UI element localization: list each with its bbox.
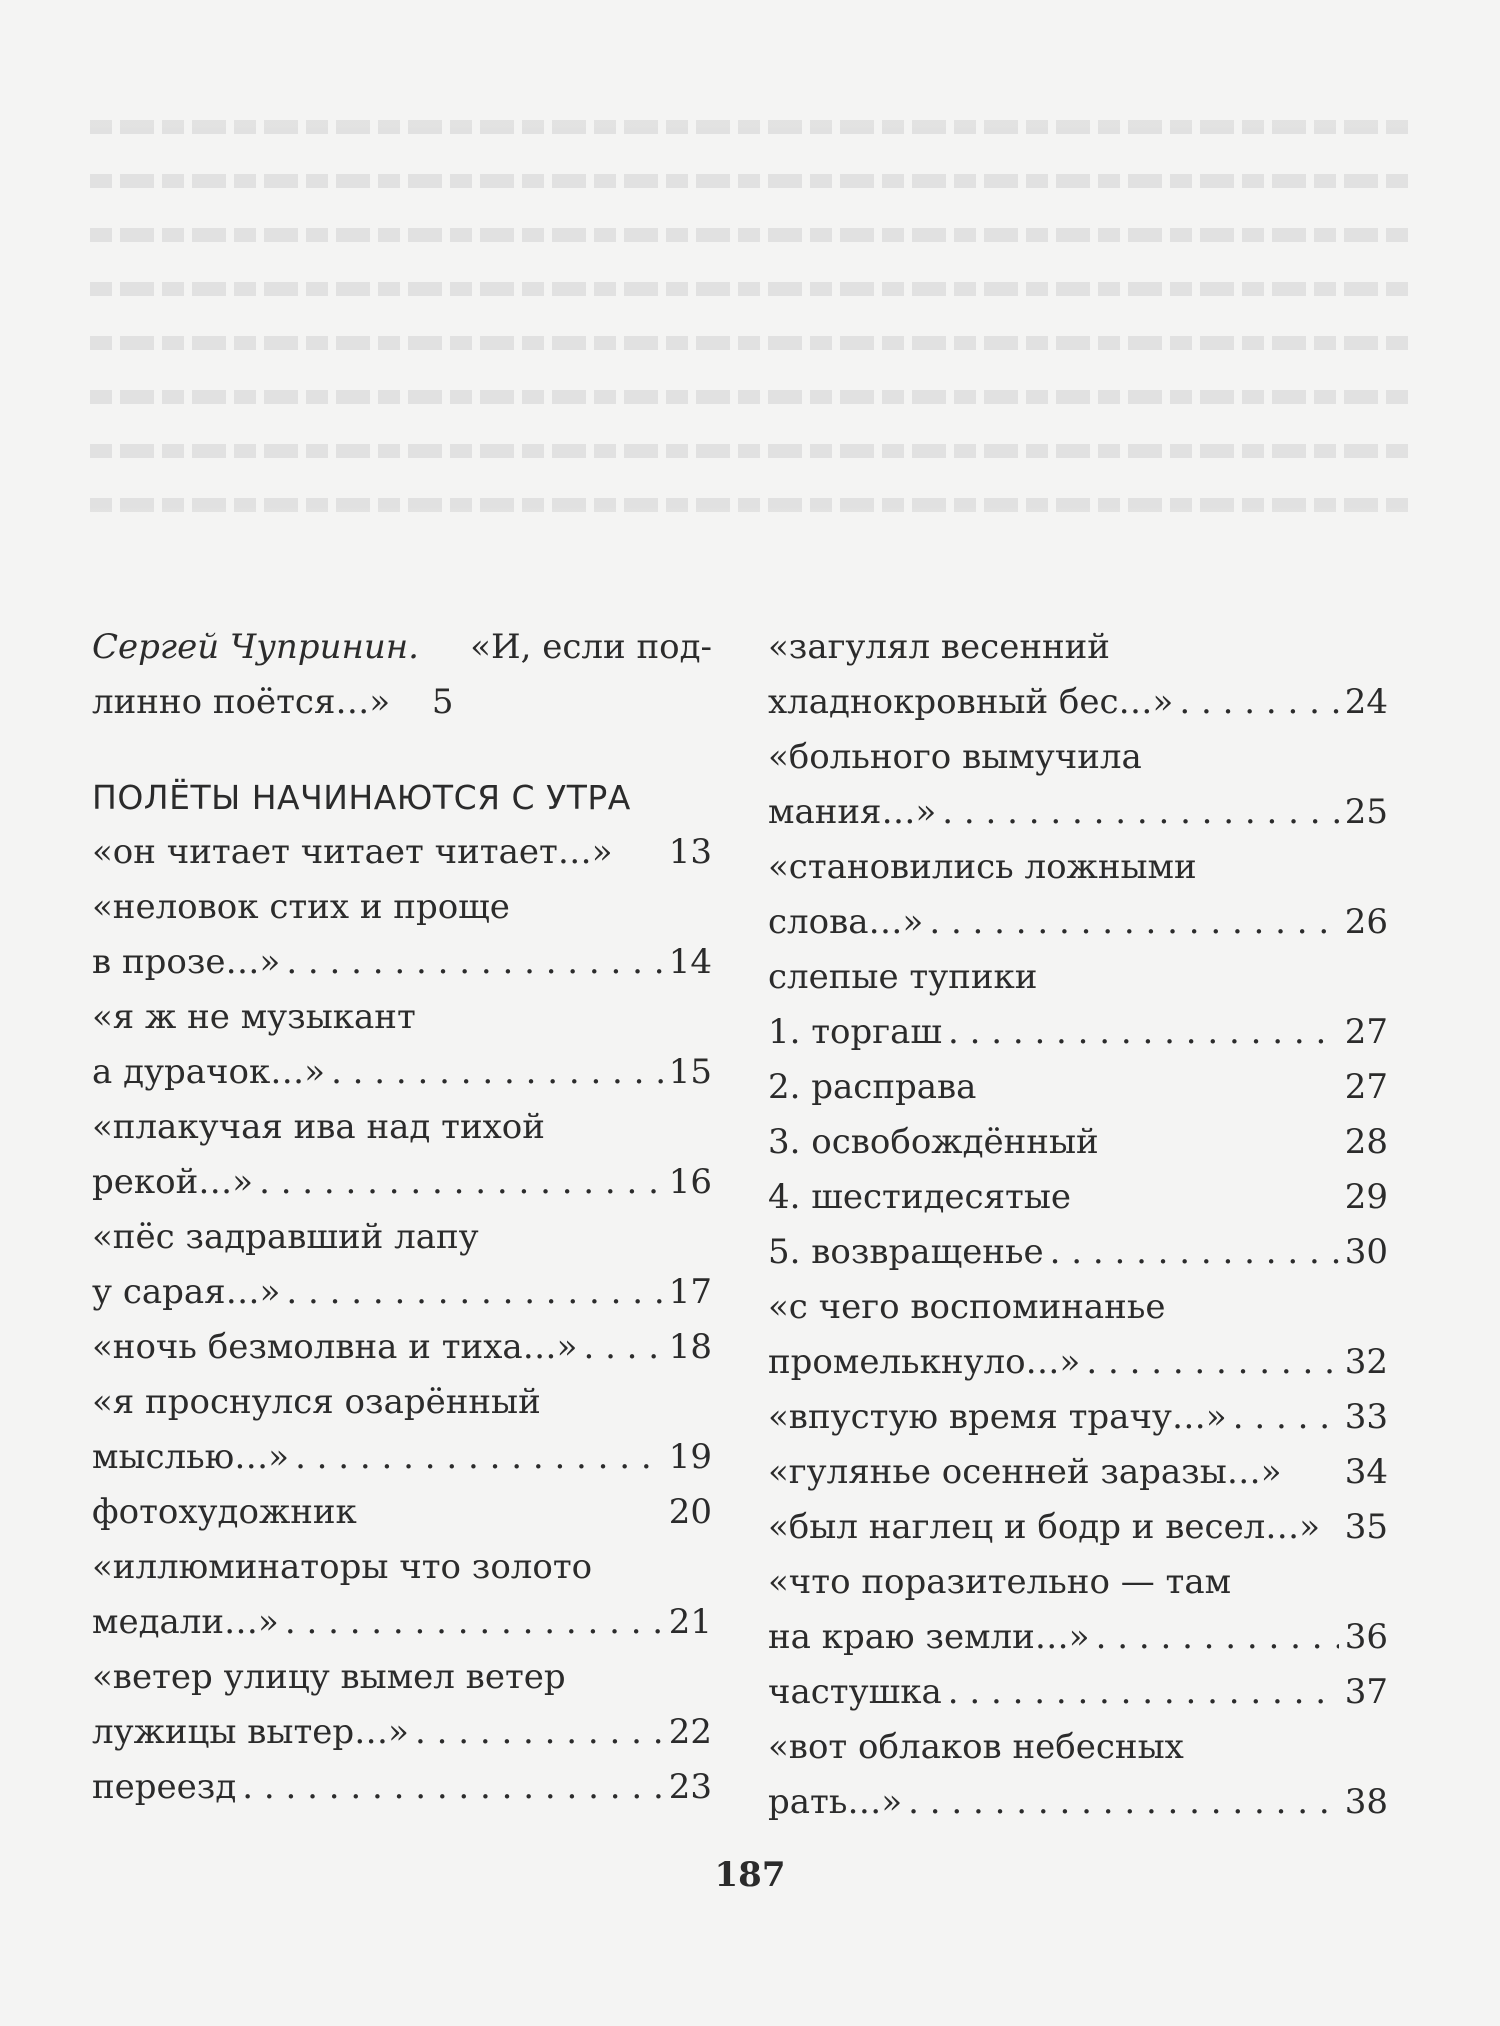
toc-entry — [92, 1375, 712, 1430]
toc-entry-title: 3. освобождённый — [768, 1122, 1099, 1162]
toc-entry — [92, 1265, 712, 1320]
dot-leader — [1050, 1225, 1339, 1280]
toc-entry — [768, 950, 1388, 1005]
toc-entry-page: 25 — [1344, 792, 1388, 832]
toc-entry-page: 22 — [668, 1712, 712, 1752]
toc-entry — [768, 1115, 1388, 1170]
dot-leader — [286, 1265, 662, 1320]
toc-entry-page: 28 — [1344, 1122, 1388, 1162]
toc-entry-page: 14 — [668, 942, 712, 982]
toc-entry-page: 36 — [1344, 1617, 1388, 1657]
toc-entry-page: 20 — [668, 1492, 712, 1532]
toc-entry — [768, 1225, 1388, 1280]
toc-entry — [92, 825, 712, 880]
toc-entry — [768, 1390, 1388, 1445]
dot-leader — [948, 1665, 1339, 1720]
toc-entry-page: 26 — [1344, 902, 1388, 942]
dot-leader — [942, 785, 1338, 840]
dot-leader — [1096, 1610, 1339, 1665]
toc-intro-entry — [92, 620, 712, 730]
toc-entry — [768, 1335, 1388, 1390]
toc-entry-page: 37 — [1344, 1672, 1388, 1712]
toc-entry-title: переезд — [92, 1767, 237, 1807]
toc-entry — [768, 840, 1388, 895]
dot-leader — [259, 1155, 663, 1210]
toc-entry-title: фотохудожник — [92, 1492, 357, 1532]
toc-entry-title: частушка — [768, 1672, 942, 1712]
toc-entry-page: 30 — [1344, 1232, 1388, 1272]
toc-entry-title: «вот облаков небесных — [768, 1727, 1184, 1767]
toc-entry-title: «ночь безмолвна и тиха…» — [92, 1327, 578, 1367]
toc-entry-title: на краю земли…» — [768, 1617, 1090, 1657]
toc-entry-title: «неловок стих и проще — [92, 887, 510, 927]
toc-entry-page: 27 — [1344, 1012, 1388, 1052]
toc-entry-title: лужицы вытер…» — [92, 1712, 409, 1752]
dot-leader — [415, 1705, 663, 1760]
dot-leader — [1233, 1390, 1339, 1445]
toc-entry — [92, 1430, 712, 1485]
toc-entry — [92, 1485, 712, 1540]
toc-entry-title: слова…» — [768, 902, 924, 942]
toc-entry — [92, 1320, 712, 1375]
toc-entry-title: 4. шестидесятые — [768, 1177, 1072, 1217]
toc-entry — [92, 1650, 712, 1705]
toc-entry — [768, 1005, 1388, 1060]
toc-entry-page: 34 — [1344, 1452, 1388, 1492]
dot-leader — [331, 1045, 663, 1100]
toc-entry — [768, 1445, 1388, 1500]
toc-entry-title: «впустую время трачу…» — [768, 1397, 1227, 1437]
dot-leader — [286, 935, 662, 990]
toc-entry — [92, 1705, 712, 1760]
toc-entry — [768, 1060, 1388, 1115]
toc-entry — [768, 785, 1388, 840]
dot-leader — [583, 1320, 662, 1375]
toc-entry-title: медали…» — [92, 1602, 279, 1642]
dot-leader — [908, 1775, 1339, 1830]
intro-title-line2: линно поётся…» — [92, 682, 391, 722]
toc-entry — [768, 895, 1388, 950]
toc-entry-title: рекой…» — [92, 1162, 254, 1202]
toc-entry-page: 19 — [668, 1437, 712, 1477]
dot-leader — [948, 1005, 1339, 1060]
toc-entry — [768, 1665, 1388, 1720]
toc-entry — [92, 1760, 712, 1815]
toc-entry-page: 27 — [1344, 1067, 1388, 1107]
dot-leader — [1179, 675, 1338, 730]
section-title: ПОЛЁТЫ НАЧИНАЮТСЯ С УТРА — [92, 778, 631, 817]
toc-entry-page: 33 — [1344, 1397, 1388, 1437]
show-through-text — [90, 120, 1410, 600]
intro-title-line1: «И, если под- — [470, 627, 712, 667]
toc-entry-title: «с чего воспоминанье — [768, 1287, 1166, 1327]
toc-entry-title: 5. возвращенье — [768, 1232, 1044, 1272]
toc-entry — [768, 1170, 1388, 1225]
toc-entry-title: мыслью…» — [92, 1437, 290, 1477]
toc-entry-title: мания…» — [768, 792, 937, 832]
toc-entry — [92, 1540, 712, 1595]
dot-leader — [1086, 1335, 1338, 1390]
toc-entry — [768, 675, 1388, 730]
toc-entry — [768, 1720, 1388, 1775]
toc-entry — [92, 1595, 712, 1650]
toc-list-left — [92, 825, 712, 1815]
dot-leader — [929, 895, 1338, 950]
toc-entry-title: «плакучая ива над тихой — [92, 1107, 545, 1147]
toc-entry-title: в прозе…» — [92, 942, 281, 982]
toc-entry-page: 38 — [1344, 1782, 1388, 1822]
toc-entry-page: 29 — [1344, 1177, 1388, 1217]
toc-entry-page: 35 — [1344, 1507, 1388, 1547]
toc-entry — [92, 990, 712, 1045]
toc-entry-page: 15 — [668, 1052, 712, 1092]
toc-entry-page: 17 — [668, 1272, 712, 1312]
toc-entry-title: «больного вымучила — [768, 737, 1142, 777]
dot-leader — [242, 1760, 662, 1815]
toc-entry — [92, 1155, 712, 1210]
toc-entry-title: «загулял весенний — [768, 627, 1110, 667]
toc-entry-title: промелькнуло…» — [768, 1342, 1081, 1382]
toc-entry-title: хладнокровный бес…» — [768, 682, 1174, 722]
dot-leader — [285, 1595, 663, 1650]
toc-entry — [768, 1555, 1388, 1610]
toc-entry-title: 1. торгаш — [768, 1012, 942, 1052]
toc-entry-title: 2. расправа — [768, 1067, 977, 1107]
toc-entry-page: 23 — [668, 1767, 712, 1807]
toc-entry-page: 13 — [668, 832, 712, 872]
toc-entry-page: 18 — [668, 1327, 712, 1367]
toc-entry — [768, 1775, 1388, 1830]
toc-entry-title: «я ж не музыкант — [92, 997, 416, 1037]
toc-entry — [92, 935, 712, 990]
page-number: 187 — [714, 1855, 786, 1895]
toc-entry-title: «пёс задравший лапу — [92, 1217, 479, 1257]
toc-entry-title: рать…» — [768, 1782, 903, 1822]
intro-author: Сергей Чупринин. — [92, 627, 419, 667]
toc-entry-page: 16 — [668, 1162, 712, 1202]
toc-entry-title: слепые тупики — [768, 957, 1038, 997]
toc-entry-title: «я проснулся озарённый — [92, 1382, 541, 1422]
toc-entry — [92, 1100, 712, 1155]
toc-entry — [768, 620, 1388, 675]
toc-entry-page: 21 — [668, 1602, 712, 1642]
toc-entry — [768, 1610, 1388, 1665]
toc-entry — [92, 1210, 712, 1265]
toc-entry-title: «был наглец и бодр и весел…» — [768, 1507, 1321, 1547]
toc-entry — [92, 1045, 712, 1100]
toc-entry-title: «он читает читает читает…» — [92, 832, 613, 872]
toc-entry — [768, 1500, 1388, 1555]
toc-entry-title: «ветер улицу вымел ветер — [92, 1657, 566, 1697]
toc-entry-page: 32 — [1344, 1342, 1388, 1382]
toc-entry-page: 24 — [1344, 682, 1388, 722]
toc-right-column — [768, 620, 1388, 1830]
intro-page: 5 — [431, 682, 454, 722]
toc-entry — [768, 1280, 1388, 1335]
toc-entry-title: а дурачок…» — [92, 1052, 326, 1092]
toc-entry-title: «становились ложными — [768, 847, 1197, 887]
toc-entry — [768, 730, 1388, 785]
toc-entry-title: «гулянье осенней заразы…» — [768, 1452, 1282, 1492]
toc-left-column — [92, 620, 712, 1815]
toc-entry-title: «что поразительно — там — [768, 1562, 1232, 1602]
toc-entry-title: «иллюминаторы что золото — [92, 1547, 593, 1587]
toc-entry — [92, 880, 712, 935]
dot-leader — [295, 1430, 663, 1485]
toc-entry-title: у сарая…» — [92, 1272, 281, 1312]
toc-list-right — [768, 620, 1388, 1830]
